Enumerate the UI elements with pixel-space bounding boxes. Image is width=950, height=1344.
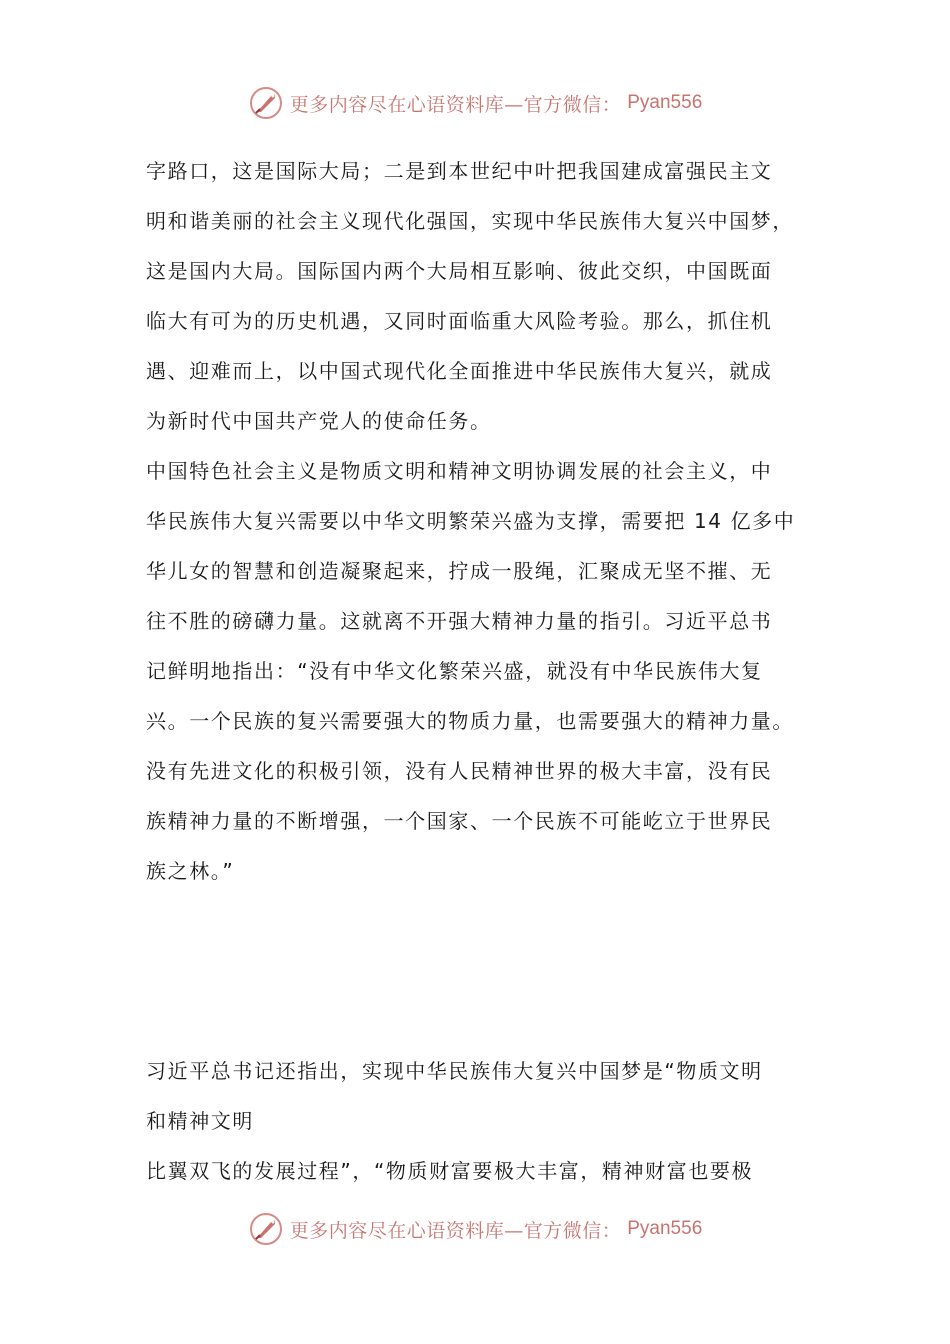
- quill-logo-icon: [248, 1211, 284, 1247]
- text-line: 和精神文明: [146, 1109, 254, 1133]
- document-body: [146, 146, 811, 1196]
- quill-logo-icon: [248, 85, 284, 121]
- header-watermark-banner: [0, 83, 950, 123]
- text-line: 这是国内大局。国际国内两个大局相互影响、彼此交织，中国既面: [146, 259, 773, 283]
- text-line: 中国特色社会主义是物质文明和精神文明协调发展的社会主义，中: [146, 459, 773, 483]
- footer-banner-text: 更多内容尽在心语资料库—官方微信：: [289, 1219, 622, 1242]
- text-line: 兴。一个民族的复兴需要强大的物质力量，也需要强大的精神力量。: [146, 709, 794, 733]
- footer-watermark-banner: [0, 1209, 950, 1249]
- header-banner-wechat-id: Pyan556: [627, 92, 703, 113]
- text-line: 族之林。”: [146, 859, 235, 883]
- text-line: 族精神力量的不断增强，一个国家、一个民族不可能屹立于世界民: [146, 809, 773, 833]
- text-line: 往不胜的磅礴力量。这就离不开强大精神力量的指引。习近平总书: [146, 609, 773, 633]
- paragraph-3: [146, 1046, 811, 1196]
- text-line: 临大有可为的历史机遇，又同时面临重大风险考验。那么，抓住机: [146, 309, 773, 333]
- text-line: 遇、迎难而上，以中国式现代化全面推进中华民族伟大复兴，就成: [146, 359, 773, 383]
- header-banner-text: 更多内容尽在心语资料库—官方微信：: [289, 93, 622, 116]
- text-line: 为新时代中国共产党人的使命任务。: [146, 409, 492, 433]
- text-line: 习近平总书记还指出，实现中华民族伟大复兴中国梦是“物质文明: [146, 1059, 763, 1083]
- paragraph-1: [146, 146, 811, 446]
- text-line: 明和谐美丽的社会主义现代化强国，实现中华民族伟大复兴中国梦，: [146, 209, 794, 233]
- text-line: 字路口，这是国际大局；二是到本世纪中叶把我国建成富强民主文: [146, 159, 773, 183]
- text-line: 没有先进文化的积极引领，没有人民精神世界的极大丰富，没有民: [146, 759, 773, 783]
- blank-space: [146, 896, 811, 1046]
- text-line: 比翼双飞的发展过程”，“物质财富要极大丰富，精神财富也要极: [146, 1159, 754, 1183]
- footer-banner-wechat-id: Pyan556: [627, 1218, 703, 1239]
- paragraph-2: [146, 446, 811, 896]
- text-line: 记鲜明地指出：“没有中华文化繁荣兴盛，就没有中华民族伟大复: [146, 659, 763, 683]
- text-line: 华民族伟大复兴需要以中华文明繁荣兴盛为支撑，需要把 14 亿多中: [146, 509, 796, 533]
- text-line: 华儿女的智慧和创造凝聚起来，拧成一股绳，汇聚成无坚不摧、无: [146, 559, 773, 583]
